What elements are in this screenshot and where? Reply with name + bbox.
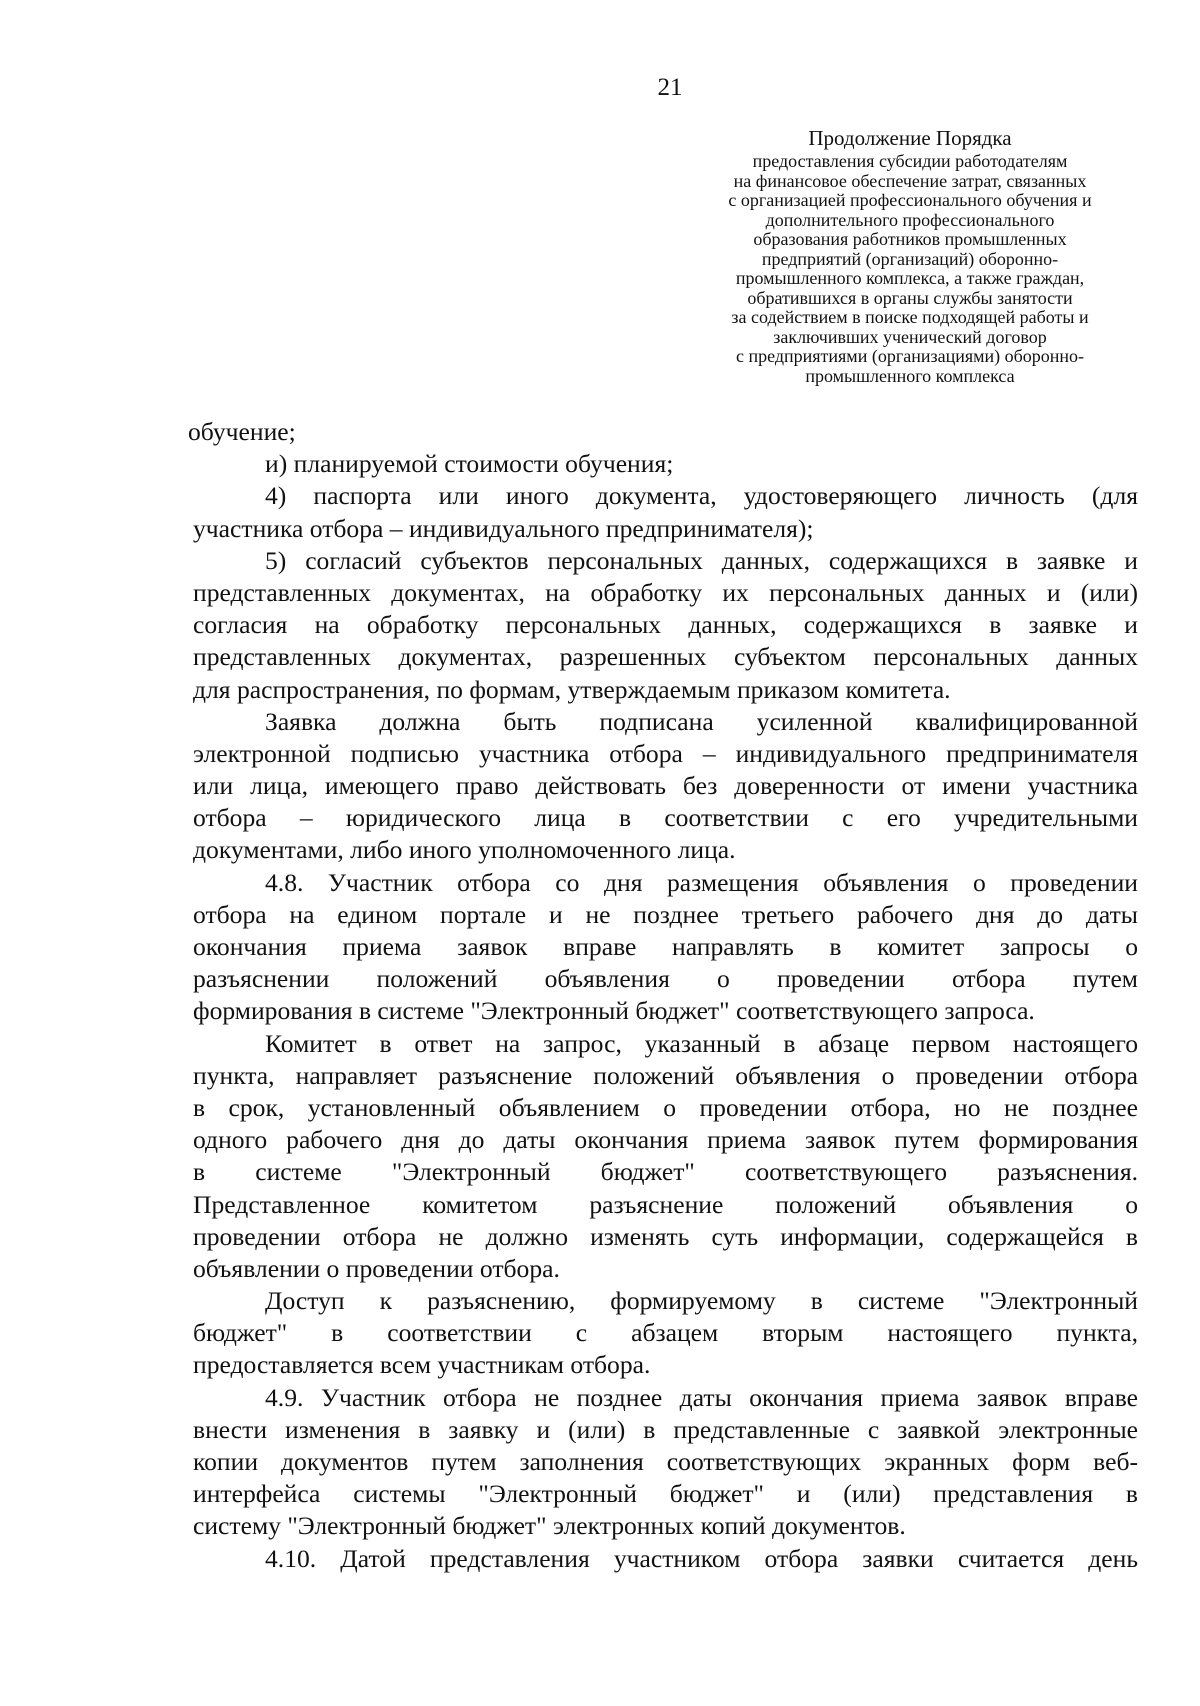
body-line: или лица, имеющего право действовать без доверенности от имени участника (193, 771, 1138, 801)
body-line: внести изменения в заявку и (или) в представленные с заявкой электронные (193, 1414, 1138, 1444)
body-line: в системе "Электронный бюджет" соответствующего разъяснения. (193, 1157, 1138, 1187)
body-line: систему "Электронный бюджет" электронных копий документов. (193, 1511, 906, 1541)
body-line: 4) паспорта или иного документа, удостоверяющего личность (для (265, 481, 1138, 511)
body-line: отбора на едином портале и не позднее третьего рабочего дня до даты (193, 899, 1138, 929)
header-line: промышленного комплекса, а также граждан, (735, 268, 1085, 288)
body-line: формирования в системе "Электронный бюджет" соответствующего запроса. (193, 996, 1035, 1026)
body-line: в срок, установленный объявлением о проведении отбора, но не позднее (193, 1092, 1138, 1122)
body-text (188, 416, 1138, 1575)
header-line: образования работников промышленных (753, 229, 1067, 249)
body-line: Представленное комитетом разъяснение положений объявления о (193, 1189, 1138, 1219)
body-line: участника отбора – индивидуального предпринимателя); (193, 513, 814, 543)
body-line: представленных документах, на обработку их персональных данных и (или) (193, 577, 1138, 607)
header-line: промышленного комплекса (805, 365, 1015, 386)
header-line: дополнительного профессионального (765, 209, 1055, 230)
body-line: электронной подписью участника отбора – индивидуального предпринимателя (193, 738, 1138, 768)
page-number: 21 (657, 74, 683, 101)
body-line: для распространения, по формам, утверждаемым приказом комитета. (193, 674, 951, 704)
header-line: предприятий (организаций) оборонно- (761, 248, 1059, 269)
body-line: 5) согласий субъектов персональных данных, содержащихся в заявке и (265, 545, 1138, 575)
body-line: отбора – юридического лица в соответствии с его учредительными (193, 803, 1138, 833)
body-line: бюджет" в соответствии с абзацем вторым настоящего пункта, (193, 1318, 1138, 1348)
body-line: Заявка должна быть подписана усиленной квалифицированной (265, 706, 1138, 736)
header-line: заключивших ученический договор (773, 326, 1047, 347)
body-line: Комитет в ответ на запрос, указанный в абзаце первом настоящего (265, 1028, 1138, 1058)
header-lines (650, 152, 1170, 386)
body-line: разъяснении положений объявления о проведении отбора путем (193, 964, 1138, 994)
body-line: представленных документах, разрешенных субъектом персональных данных (193, 642, 1138, 672)
body-line: объявлении о проведении отбора. (193, 1253, 560, 1283)
body-line: окончания приема заявок вправе направлять в комитет запросы о (193, 932, 1138, 961)
body-line: 4.8. Участник отбора со дня размещения объявления о проведении (265, 867, 1138, 897)
body-line: пункта, направляет разъяснение положений объявления о проведении отбора (193, 1060, 1138, 1090)
body-line: документами, либо иного уполномоченного лица. (193, 835, 736, 865)
header-line: за содействием в поиске подходящей работы и (731, 307, 1089, 327)
body-line: 4.9. Участник отбора не позднее даты окончания приема заявок вправе (265, 1382, 1138, 1412)
body-line: одного рабочего дня до даты окончания приема заявок путем формирования (193, 1125, 1138, 1155)
body-line: интерфейса системы "Электронный бюджет" и (или) представления в (193, 1479, 1138, 1509)
document-header (650, 126, 1170, 386)
body-line: проведении отбора не должно изменять суть информации, содержащейся в (193, 1221, 1138, 1251)
header-line: с организацией профессионального обучения и (728, 190, 1092, 210)
body-line: предоставляется всем участникам отбора. (193, 1350, 651, 1380)
header-line: на финансовое обеспечение затрат, связанных (733, 170, 1087, 191)
body-line: Доступ к разъяснению, формируемому в системе "Электронный (265, 1286, 1138, 1316)
body-line: обучение; (188, 417, 296, 446)
body-line: копии документов путем заполнения соответствующих экранных форм веб- (193, 1447, 1138, 1476)
body-line: согласия на обработку персональных данных, содержащихся в заявке и (193, 610, 1138, 640)
body-line: и) планируемой стоимости обучения; (265, 449, 674, 479)
header-line: предоставления субсидии работодателям (752, 151, 1068, 171)
header-line: обратившихся в органы службы занятости (747, 287, 1073, 308)
body-line: 4.10. Датой представления участником отбора заявки считается день (265, 1543, 1138, 1573)
header-title: Продолжение Порядка (808, 126, 1012, 150)
header-line: с предприятиями (организациями) оборонно- (735, 346, 1085, 366)
